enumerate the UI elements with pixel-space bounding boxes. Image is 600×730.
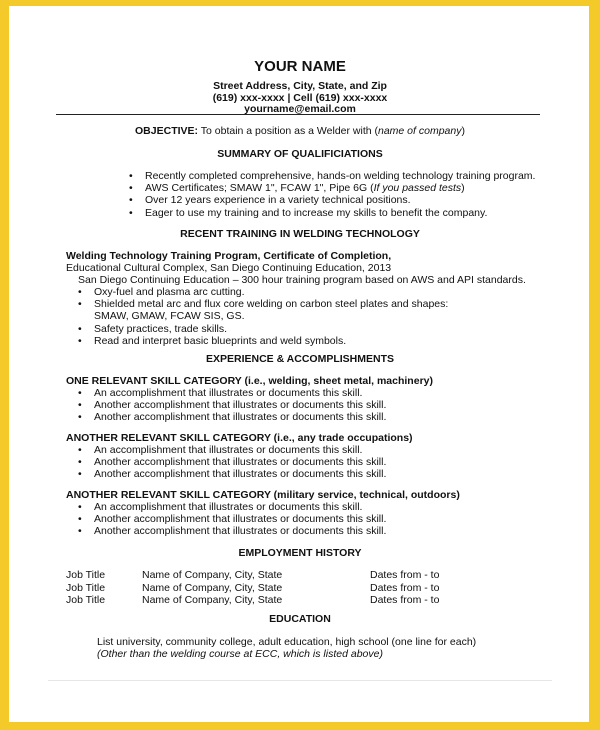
company-name: Name of Company, City, State — [142, 581, 283, 594]
training-intro: San Diego Continuing Education – 300 hour training program based on AWS and API standards. — [78, 274, 526, 286]
training-item: • Oxy-fuel and plasma arc cutting. — [94, 286, 448, 298]
resume-name: YOUR NAME — [254, 58, 346, 75]
objective-line — [0, 125, 600, 137]
accomplishment-item: • An accomplishment that illustrates or documents this skill. — [94, 444, 386, 456]
objective-company: name of company — [378, 125, 462, 137]
training-item-continued: SMAW, GMAW, FCAW SIS, GS. — [94, 310, 245, 323]
job-title: Job Title — [66, 581, 106, 594]
skill-category-heading: ANOTHER RELEVANT SKILL CATEGORY (military service, technical, outdoors) — [66, 489, 460, 501]
company-name: Name of Company, City, State — [142, 594, 283, 606]
skill-category-list — [94, 501, 386, 538]
experience-heading: EXPERIENCE & ACCOMPLISHMENTS — [205, 353, 395, 365]
email-address: yourname@email.com — [244, 103, 356, 115]
skill-category-list — [94, 444, 386, 481]
summary-item: • Over 12 years experience in a variety technical positions. — [145, 194, 535, 206]
skill-category-list — [94, 387, 386, 424]
job-dates: Dates from - to — [370, 581, 440, 594]
job-title: Job Title — [66, 594, 106, 606]
header-divider — [56, 114, 540, 115]
footer-divider — [48, 680, 552, 681]
accomplishment-item: • Another accomplishment that illustrates or documents this skill. — [94, 399, 386, 411]
objective-close: ) — [461, 125, 465, 137]
objective-text: To obtain a position as a Welder with ( — [198, 125, 378, 137]
summary-item: • Eager to use my training and to increase my skills to benefit the company. — [145, 207, 535, 219]
accomplishment-item: • Another accomplishment that illustrates or documents this skill. — [94, 456, 386, 468]
skill-category-heading: ONE RELEVANT SKILL CATEGORY (i.e., welding, sheet metal, machinery) — [66, 375, 433, 387]
company-column — [142, 569, 282, 607]
skill-category-heading: ANOTHER RELEVANT SKILL CATEGORY (i.e., any trade occupations) — [66, 432, 413, 444]
job-title-column — [66, 569, 105, 607]
training-institution: Educational Cultural Complex, San Diego Continuing Education, 2013 — [66, 262, 392, 274]
summary-item: • AWS Certificates; SMAW 1", FCAW 1", Pipe 6G (If you passed tests) — [145, 182, 535, 194]
education-heading: EDUCATION — [269, 613, 331, 625]
company-name: Name of Company, City, State — [142, 569, 283, 581]
accomplishment-item: • Another accomplishment that illustrates or documents this skill. — [94, 411, 386, 423]
objective-label: OBJECTIVE: — [135, 125, 199, 137]
education-line: List university, community college, adult education, high school (one line for each) — [97, 636, 477, 648]
training-item: • Shielded metal arc and flux core welding on carbon steel plates and shapes: — [94, 298, 448, 310]
training-item: • Read and interpret basic blueprints and weld symbols. — [94, 335, 448, 347]
training-program: Welding Technology Training Program, Certificate of Completion, — [66, 250, 392, 262]
job-dates: Dates from - to — [370, 569, 440, 581]
summary-heading: SUMMARY OF QUALIFICIATIONS — [217, 148, 383, 160]
accomplishment-item: • Another accomplishment that illustrates or documents this skill. — [94, 525, 386, 537]
accomplishment-item: • An accomplishment that illustrates or documents this skill. — [94, 501, 386, 513]
accomplishment-item: • Another accomplishment that illustrates or documents this skill. — [94, 513, 386, 525]
summary-list — [145, 170, 535, 219]
training-list — [94, 286, 448, 347]
summary-item-italic: If you passed tests — [373, 182, 462, 195]
employment-heading: EMPLOYMENT HISTORY — [238, 547, 362, 559]
education-note: (Other than the welding course at ECC, which is listed above) — [97, 648, 383, 660]
street-address: Street Address, City, State, and Zip — [213, 80, 387, 92]
accomplishment-item: • An accomplishment that illustrates or documents this skill. — [94, 387, 386, 399]
job-dates: Dates from - to — [370, 594, 440, 606]
dates-column — [370, 569, 439, 607]
phone-numbers: (619) xxx-xxxx | Cell (619) xxx-xxxx — [212, 92, 388, 104]
training-heading: RECENT TRAINING IN WELDING TECHNOLOGY — [180, 228, 420, 240]
job-title: Job Title — [66, 569, 106, 581]
training-item: • Safety practices, trade skills. — [94, 323, 448, 335]
accomplishment-item: • Another accomplishment that illustrates or documents this skill. — [94, 468, 386, 480]
summary-item: • Recently completed comprehensive, hands-on welding technology training program. — [145, 170, 535, 182]
